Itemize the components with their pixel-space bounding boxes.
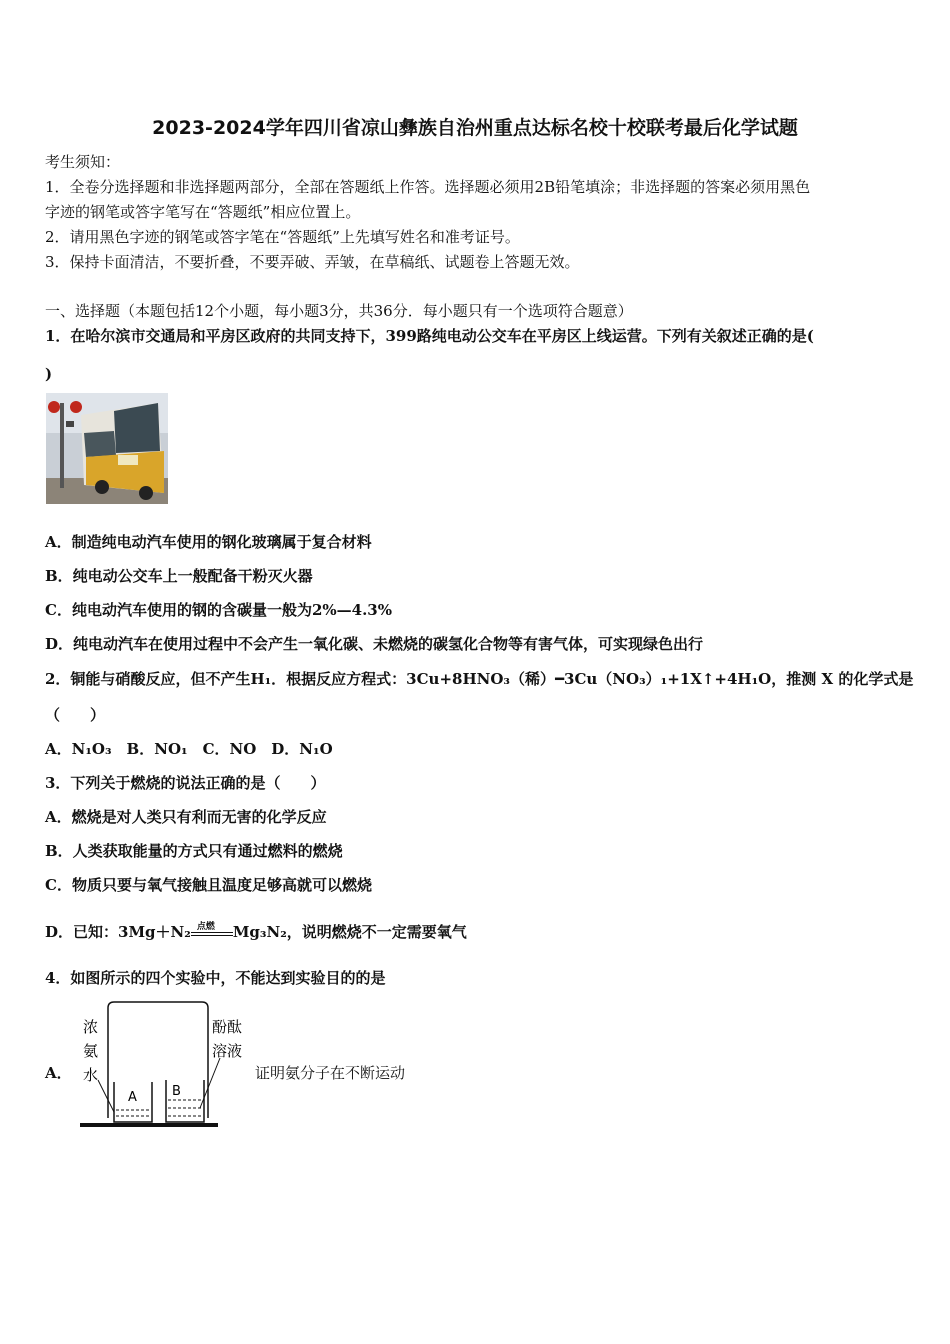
section-heading: 一、选择题（本题包括12个小题，每小题3分，共36分．每小题只有一个选项符合题意） [45, 302, 633, 320]
question-1-option-b: B．纯电动公交车上一般配备干粉灭火器 [45, 567, 313, 585]
ammonia-experiment-diagram [78, 1000, 253, 1132]
reaction-arrow [191, 922, 233, 940]
question-1-option-d: D．纯电动汽车在使用过程中不会产生一氧化碳、未燃烧的碳氢化合物等有害气体，可实现绿色出行 [45, 635, 704, 653]
question-4-option-a-text: 证明氨分子在不断运动 [255, 1064, 406, 1082]
left-label-2: 氨 [83, 1042, 99, 1060]
question-1-option-a: A．制造纯电动汽车使用的钢化玻璃属于复合材料 [45, 533, 372, 551]
notice-item-3: 3．保持卡面清洁，不要折叠，不要弄破、弄皱，在草稿纸、试题卷上答题无效。 [45, 253, 580, 271]
page-title: 2023-2024学年四川省凉山彝族自治州重点达标名校十校联考最后化学试题 [152, 117, 798, 139]
left-label-1: 浓 [83, 1018, 99, 1036]
question-3-option-c: C．物质只要与氧气接触且温度足够高就可以燃烧 [45, 876, 372, 894]
right-label-1: 酚酞 [212, 1018, 243, 1036]
left-label-3: 水 [83, 1066, 99, 1084]
option-d-prefix: D．已知：3Mg＋N₂ [45, 923, 191, 941]
question-1-stem-end: ) [45, 365, 53, 383]
right-label-2: 溶液 [212, 1042, 243, 1060]
question-2-stem: 2．铜能与硝酸反应，但不产生H₁．根据反应方程式：3Cu+8HNO₃（稀）━3Cu（NO₃）₁+1X↑+4H₁O，推测 X 的化学式是 [45, 670, 914, 688]
question-3-stem: 3．下列关于燃烧的说法正确的是（ ） [45, 774, 326, 792]
question-4-stem: 4．如图所示的四个实验中，不能达到实验目的的是 [45, 969, 386, 987]
question-3-option-a: A．燃烧是对人类只有利而无害的化学反应 [45, 808, 327, 826]
option-d-suffix: Mg₃N₂，说明燃烧不一定需要氧气 [232, 923, 467, 941]
bus-photo [46, 393, 168, 504]
question-3-option-d [45, 922, 467, 942]
beaker-b-label: B [172, 1084, 181, 1099]
question-4-option-a-label: A． [45, 1064, 72, 1082]
reaction-condition: 点燃 [196, 922, 215, 932]
notice-item-1-cont: 字迹的钢笔或答字笔写在“答题纸”相应位置上。 [45, 203, 361, 221]
notice-item-1: 1．全卷分选择题和非选择题两部分，全部在答题纸上作答。选择题必须用2B铅笔填涂；非选择题的答案必须用黑色 [45, 178, 811, 196]
notice-item-2: 2．请用黑色字迹的钢笔或答字笔在“答题纸”上先填写姓名和准考证号。 [45, 228, 520, 246]
notice-heading: 考生须知： [45, 153, 121, 171]
question-1-option-c: C．纯电动汽车使用的钢的含碳量一般为2%—4.3% [45, 601, 392, 619]
beaker-a-label: A [128, 1090, 137, 1105]
question-2-options: A．N₁O₃ B．NO₁ C．NO D．N₁O [45, 740, 333, 758]
question-3-option-b: B．人类获取能量的方式只有通过燃料的燃烧 [45, 842, 343, 860]
question-1-stem: 1．在哈尔滨市交通局和平房区政府的共同支持下，399路纯电动公交车在平房区上线运营。下列有关叙述正确的是( [45, 327, 814, 345]
question-2-blank: （ ） [45, 706, 106, 724]
